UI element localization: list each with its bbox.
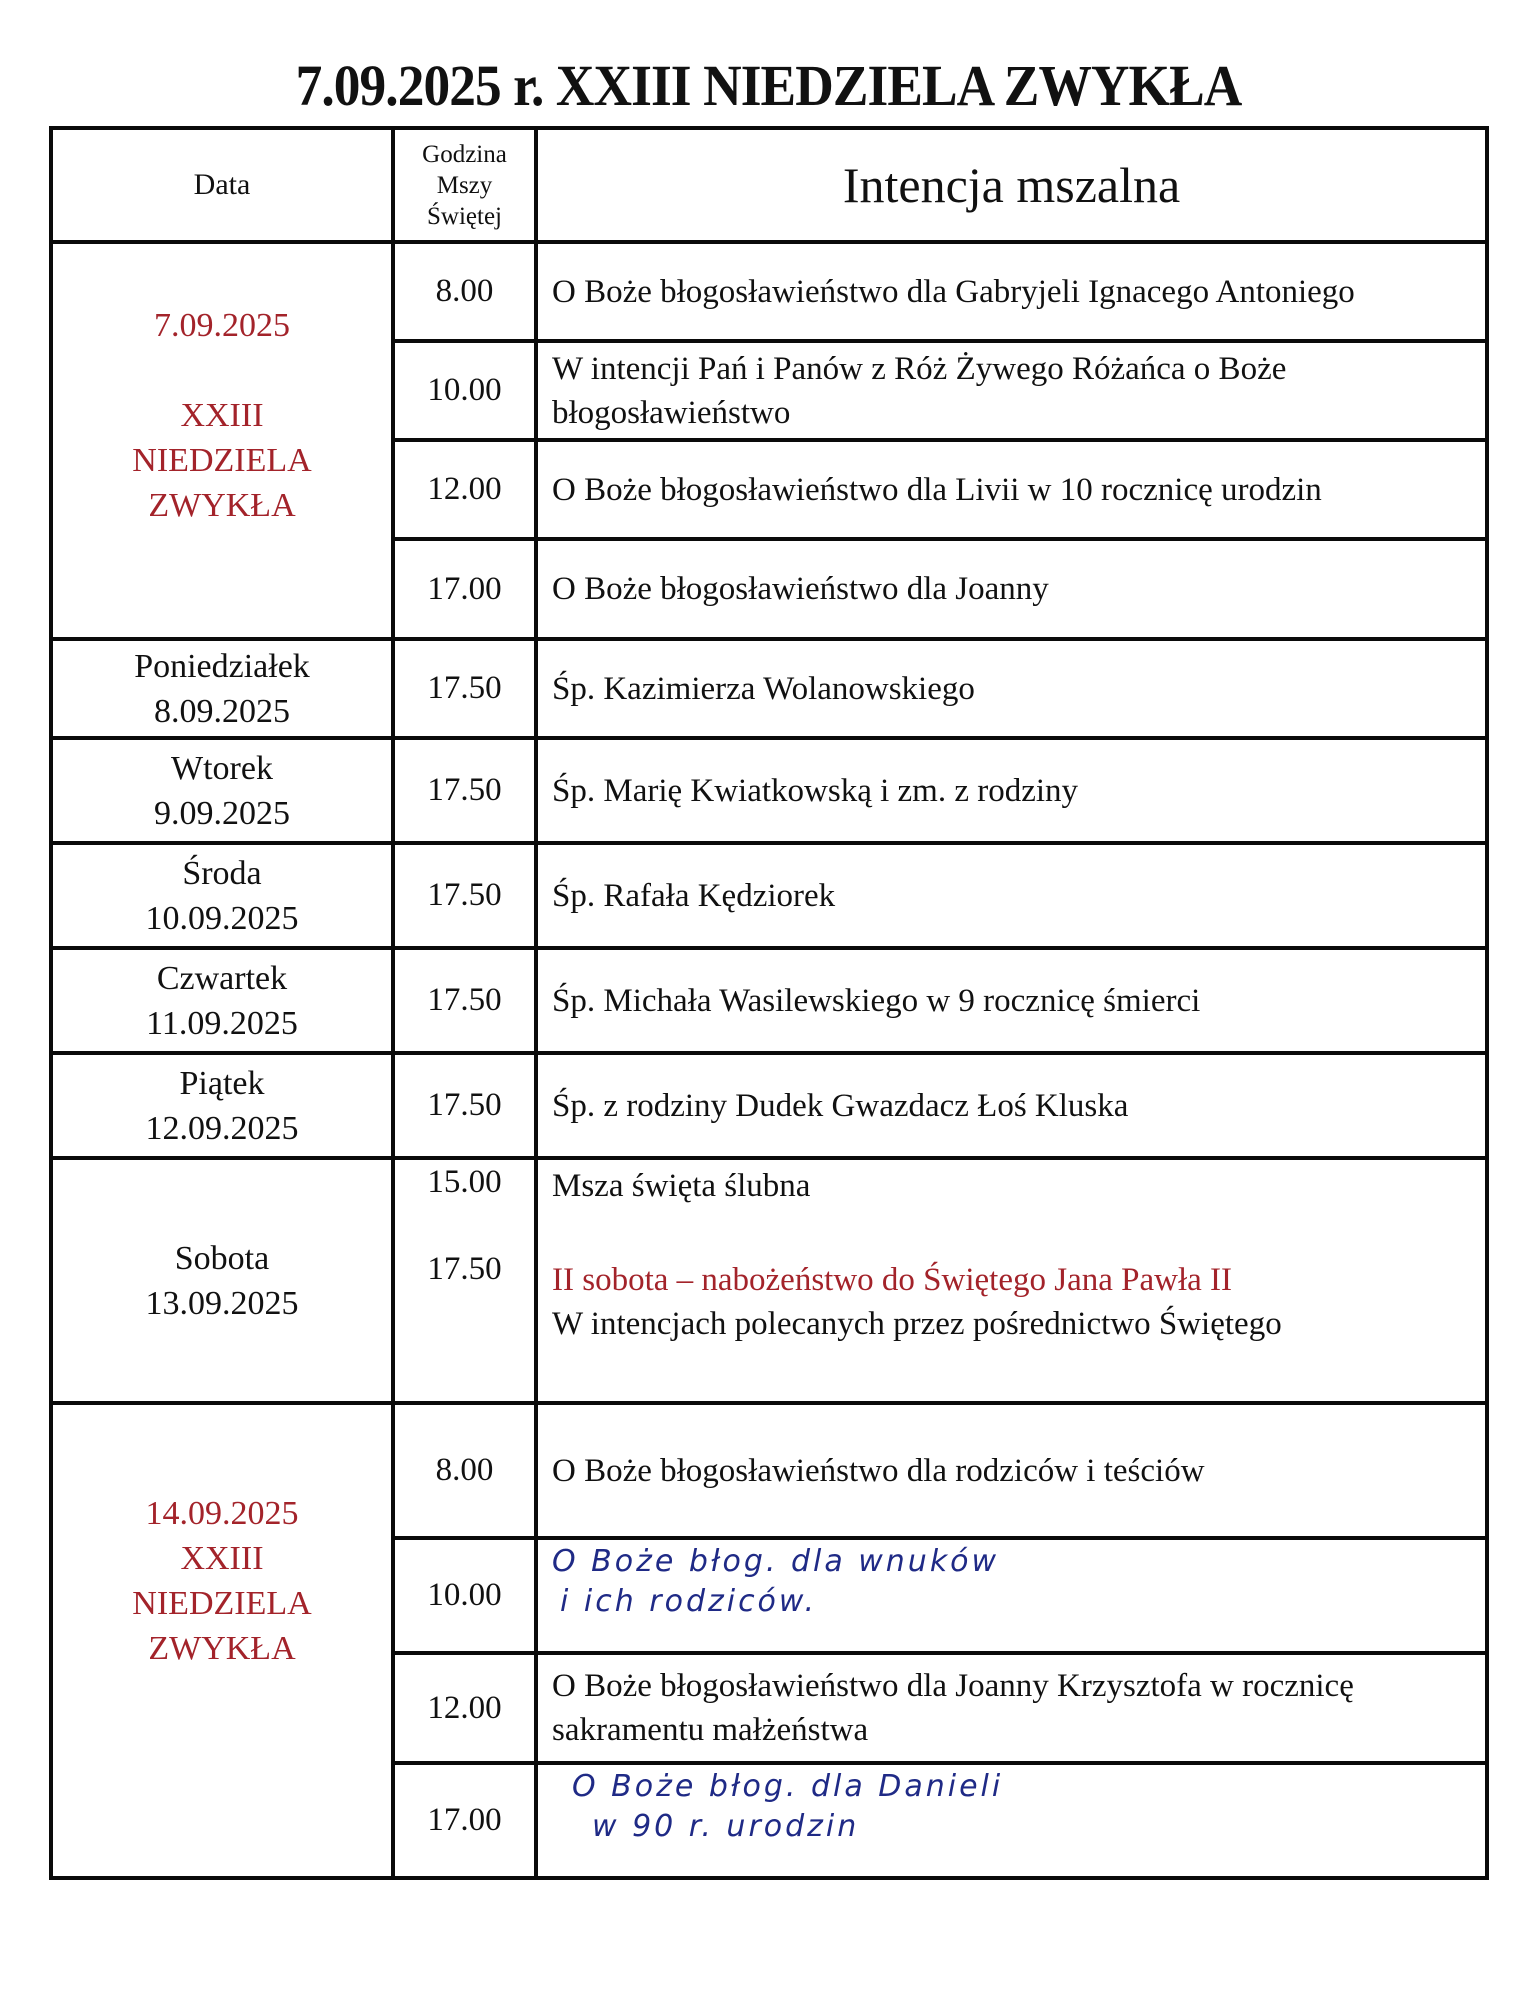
mass-time: 12.00	[393, 440, 536, 539]
date-cell-thursday	[51, 948, 393, 1053]
header-intention: Intencja mszalna	[536, 128, 1487, 242]
weekday-name: Poniedziałek	[134, 647, 310, 685]
table-row	[51, 639, 1487, 738]
date-cell-sunday-1	[51, 242, 393, 639]
mass-time: 15.00	[427, 1164, 502, 1200]
mass-time: 17.50	[393, 948, 536, 1053]
mass-intention: Śp. z rodziny Dudek Gwazdacz Łoś Kluska	[536, 1053, 1487, 1158]
weekday-name: Piątek	[179, 1064, 265, 1102]
mass-time: 17.50	[393, 738, 536, 843]
header-time	[393, 128, 536, 242]
weekday-date: 9.09.2025	[154, 794, 290, 832]
date-cell-sunday-2	[51, 1403, 393, 1878]
mass-intention: Śp. Marię Kwiatkowską i zm. z rodziny	[536, 738, 1487, 843]
date-cell-wednesday	[51, 843, 393, 948]
weekday-name: Sobota	[174, 1239, 270, 1277]
handwritten-line: O Boże błog. dla Danieli	[572, 1769, 1004, 1804]
table-row	[51, 242, 1487, 341]
mass-time: 17.50	[427, 1251, 502, 1287]
mass-time: 10.00	[393, 1538, 536, 1653]
weekday-name: Środa	[182, 854, 262, 892]
page-title: 7.09.2025 r. XXIII NIEDZIELA ZWYKŁA	[295, 53, 1242, 118]
header-time-line3: Świętej	[427, 202, 502, 230]
sunday-name-line1: XXIII	[180, 1539, 264, 1577]
weekday-date: 10.09.2025	[145, 899, 299, 937]
header-time-line2: Mszy	[436, 171, 493, 199]
sunday-name-line3: ZWYKŁA	[148, 487, 296, 524]
weekday-date: 11.09.2025	[146, 1004, 298, 1042]
header-time-line1: Godzina	[422, 140, 507, 168]
mass-intention: Śp. Michała Wasilewskiego w 9 rocznicę śmierci	[536, 948, 1487, 1053]
sunday-name-line2: NIEDZIELA	[132, 442, 312, 479]
weekday-name: Czwartek	[156, 959, 288, 997]
mass-intention: O Boże błogosławieństwo dla Joanny Krzysztofa w rocznicę sakramentu małżeństwa	[536, 1653, 1487, 1763]
date-cell-tuesday	[51, 738, 393, 843]
table-row	[51, 738, 1487, 843]
sunday-name-line2: NIEDZIELA	[132, 1584, 312, 1622]
mass-time: 17.00	[393, 1763, 536, 1878]
weekday-date: 8.09.2025	[154, 692, 290, 730]
sunday-date: 7.09.2025	[154, 307, 290, 344]
header-date: Data	[51, 128, 393, 242]
handwritten-line: w 90 r. urodzin	[592, 1809, 860, 1844]
table-row	[51, 843, 1487, 948]
mass-intention: Śp. Rafała Kędziorek	[536, 843, 1487, 948]
table-row	[51, 1158, 1487, 1403]
handwritten-line: O Boże błog. dla wnuków	[552, 1544, 1000, 1579]
mass-intention: O Boże błogosławieństwo dla Livii w 10 rocznicę urodzin	[536, 440, 1487, 539]
date-cell-saturday	[51, 1158, 393, 1403]
table-row	[51, 1403, 1487, 1538]
mass-intention: O Boże błogosławieństwo dla rodziców i teściów	[536, 1403, 1487, 1538]
table-row	[51, 1053, 1487, 1158]
mass-time: 17.00	[393, 539, 536, 639]
sunday-name-line3: ZWYKŁA	[148, 1629, 296, 1667]
mass-intention-handwritten	[536, 1763, 1487, 1878]
mass-intention: Msza święta ślubna	[552, 1168, 811, 1204]
mass-time: 10.00	[393, 341, 536, 440]
weekday-date: 12.09.2025	[145, 1109, 299, 1147]
mass-intention-handwritten	[536, 1538, 1487, 1653]
mass-time: 8.00	[393, 1403, 536, 1538]
mass-intention: W intencjach polecanych przez pośrednictwo Świętego	[552, 1306, 1282, 1342]
mass-schedule-table	[49, 126, 1489, 1880]
mass-time: 8.00	[393, 242, 536, 341]
mass-intention: W intencji Pań i Panów z Róż Żywego Różańca o Boże błogosławieństwo	[536, 341, 1487, 440]
mass-time: 17.50	[393, 639, 536, 738]
sunday-date: 14.09.2025	[145, 1494, 299, 1532]
mass-intention: Śp. Kazimierza Wolanowskiego	[536, 639, 1487, 738]
weekday-date: 13.09.2025	[145, 1284, 299, 1322]
date-cell-friday	[51, 1053, 393, 1158]
mass-times-saturday	[393, 1158, 536, 1403]
table-row	[51, 948, 1487, 1053]
mass-time: 17.50	[393, 1053, 536, 1158]
mass-time: 12.00	[393, 1653, 536, 1763]
handwritten-line: i ich rodziców.	[560, 1584, 818, 1619]
table-header-row	[51, 128, 1487, 242]
sunday-name-line1: XXIII	[180, 397, 264, 434]
mass-intention: O Boże błogosławieństwo dla Joanny	[536, 539, 1487, 639]
mass-intention: O Boże błogosławieństwo dla Gabryjeli Ignacego Antoniego	[536, 242, 1487, 341]
mass-intentions-saturday	[536, 1158, 1487, 1403]
mass-time: 17.50	[393, 843, 536, 948]
date-cell-monday	[51, 639, 393, 738]
weekday-name: Wtorek	[171, 749, 273, 787]
mass-intention-special: II sobota – nabożeństwo do Świętego Jana Pawła II	[552, 1262, 1232, 1298]
